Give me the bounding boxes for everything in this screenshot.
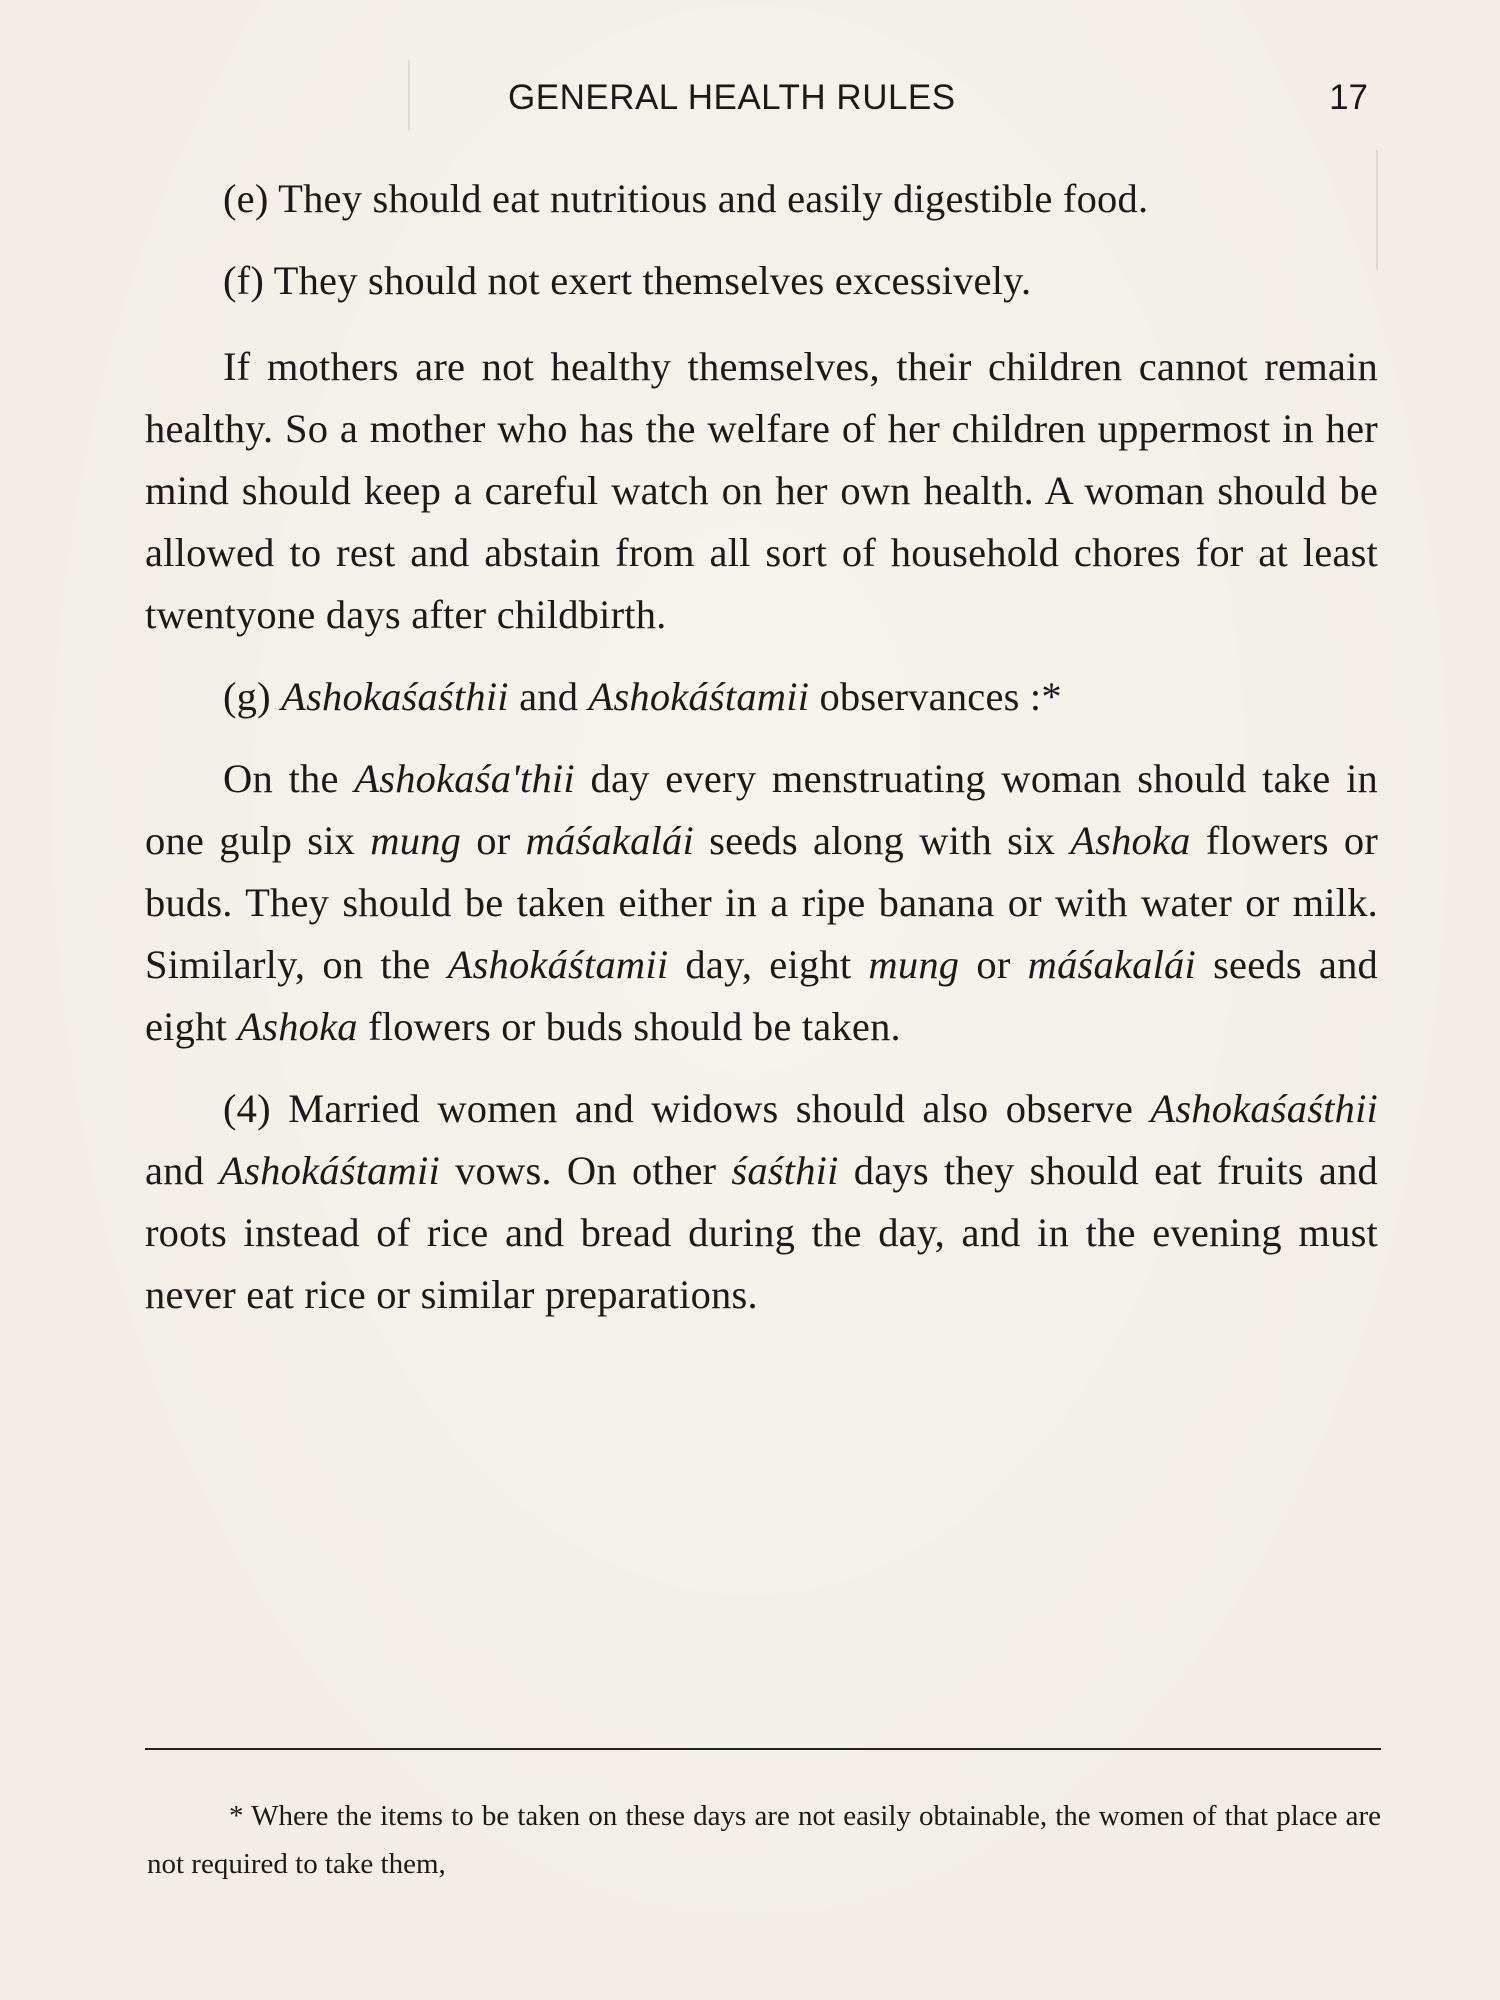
term-mung: mung: [868, 942, 960, 987]
text-run: flowers or buds. They should be taken either in a ripe banana or with water or milk. Similarly, on the: [145, 818, 1379, 987]
term-ashokasasthii: Ashokaśaśthii: [281, 674, 509, 719]
paragraph-married-women: [145, 1078, 1378, 1326]
running-head: GENERAL HEALTH RULES: [508, 78, 956, 117]
text-run: or: [461, 818, 526, 863]
term-ashokasasthii: Ashokaśaśthii: [1150, 1086, 1378, 1131]
page-number: 17: [1329, 78, 1368, 117]
term-ashoka: Ashoka: [1070, 818, 1191, 863]
term-ashokastamii: Ashokáśtamii: [588, 674, 810, 719]
text-run: On the: [223, 756, 355, 801]
text-run: or: [959, 942, 1028, 987]
term-ashokasa-thii: Ashokaśa'thii: [354, 756, 575, 801]
term-mung: mung: [370, 818, 462, 863]
text-run: seeds and eight: [145, 942, 1378, 1049]
term-masakalai: máśakalái: [525, 818, 694, 863]
text-run: (4) Married women and widows should also observe: [223, 1086, 1151, 1131]
text-run: flowers or buds should be taken.: [357, 1004, 901, 1049]
page-header: [508, 78, 1368, 128]
list-item-e: (e) They should eat nutritious and easily digestible food.: [223, 176, 1149, 221]
term-sasthii: śaśthii: [731, 1148, 839, 1193]
item-g-tail: observances :*: [819, 674, 1062, 719]
term-ashoka: Ashoka: [237, 1004, 358, 1049]
term-masakalai: máśakalái: [1027, 942, 1196, 987]
text-run: day every menstruating woman should take in one gulp six: [145, 756, 1378, 863]
body-text: [145, 168, 1378, 1326]
footnote: * Where the items to be taken on these days are not easily obtainable, the women of that place are not required to take them,: [147, 1800, 1381, 1880]
paragraph-ashokasasthii-day: [145, 748, 1378, 1058]
item-g-label: (g): [223, 674, 271, 719]
list-item-f: (f) They should not exert themselves excessively.: [223, 258, 1032, 303]
list-item-g: [145, 666, 1378, 728]
text-run: vows. On other: [439, 1148, 732, 1193]
term-ashokastamii: Ashokáśtamii: [219, 1148, 440, 1193]
text-run: seeds along with six: [693, 818, 1071, 863]
item-g-and: and: [519, 674, 579, 719]
text-run: day, eight: [668, 942, 869, 987]
footnote-divider: [145, 1748, 1381, 1750]
page-crease-left: [408, 60, 410, 130]
term-ashokastamii: Ashokáśtamii: [447, 942, 669, 987]
text-run: days they should eat fruits and roots instead of rice and bread during the day, and in the evening must never eat rice or similar preparations.: [145, 1148, 1379, 1317]
paragraph-mothers-health: If mothers are not healthy themselves, their children cannot remain healthy. So a mother who has the welfare of her children uppermost in her mind should keep a careful watch on her own health. A woman should be allowed to rest and abstain from all sort of household chores for at least twentyone days after childbirth.: [145, 344, 1378, 637]
text-run: and: [145, 1148, 220, 1193]
